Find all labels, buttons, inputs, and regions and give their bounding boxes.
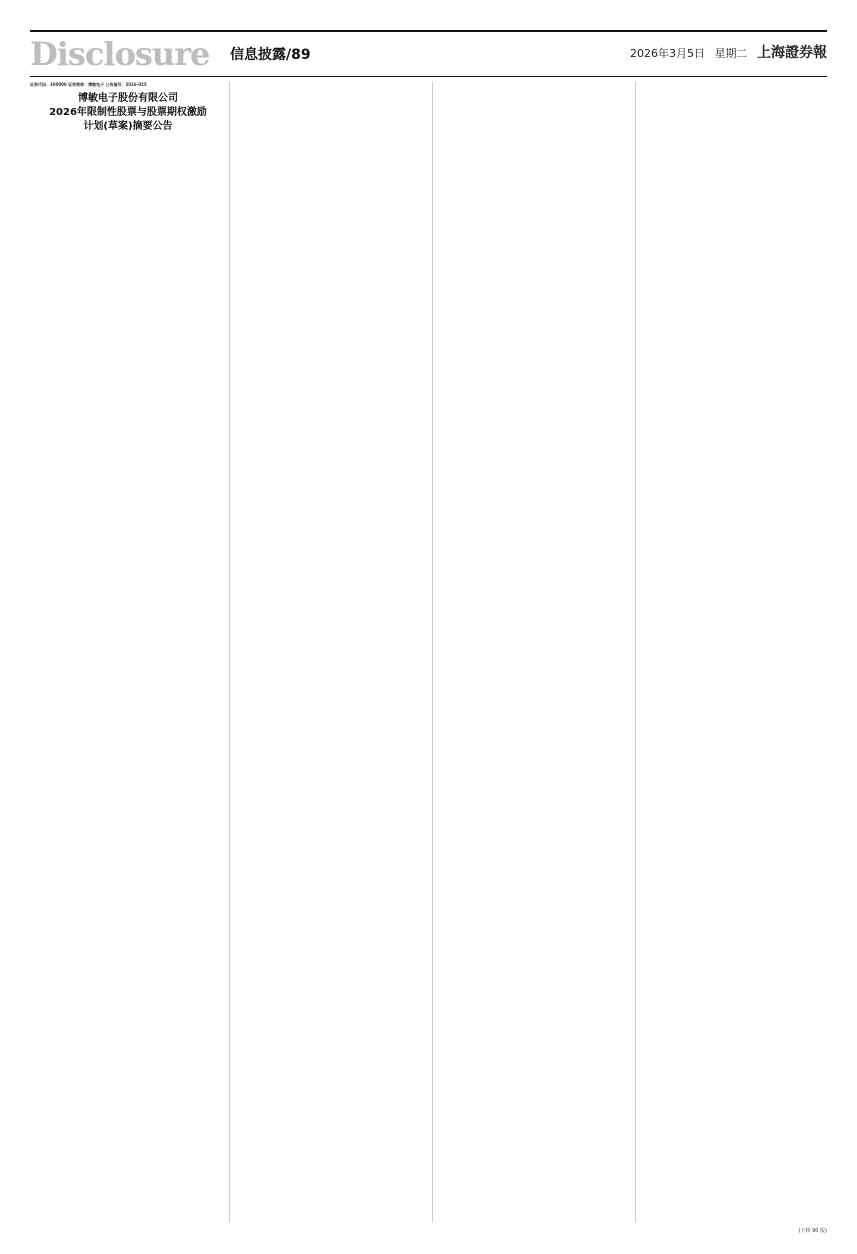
page-header [30,30,827,77]
continued-note: (下转 90 版) [798,1228,827,1234]
issue-weekday: 星期二 [714,47,748,60]
issue-date: 2026年3月5日 [630,47,705,60]
notice-title-line1: 2026年限制性股票与股票期权激励 [49,106,207,118]
stock-codes: 证券代码：300000 证券简称：博敏电子 公告编号：2026-025 [30,82,147,87]
header-meta [624,42,827,62]
column-2 [233,82,429,1222]
column-3 [436,82,632,1222]
company-name: 博敏电子股份有限公司 [78,92,178,104]
column-1 [30,82,226,1222]
newspaper-name: 上海證券報 [757,45,827,61]
newspaper-page [30,30,827,1234]
section-title: 信息披露/89 [230,47,311,63]
section-brand: Disclosure [30,35,210,73]
article-columns [30,82,827,1227]
notice-title-line2: 计划(草案)摘要公告 [83,120,173,132]
column-4 [639,82,827,1222]
